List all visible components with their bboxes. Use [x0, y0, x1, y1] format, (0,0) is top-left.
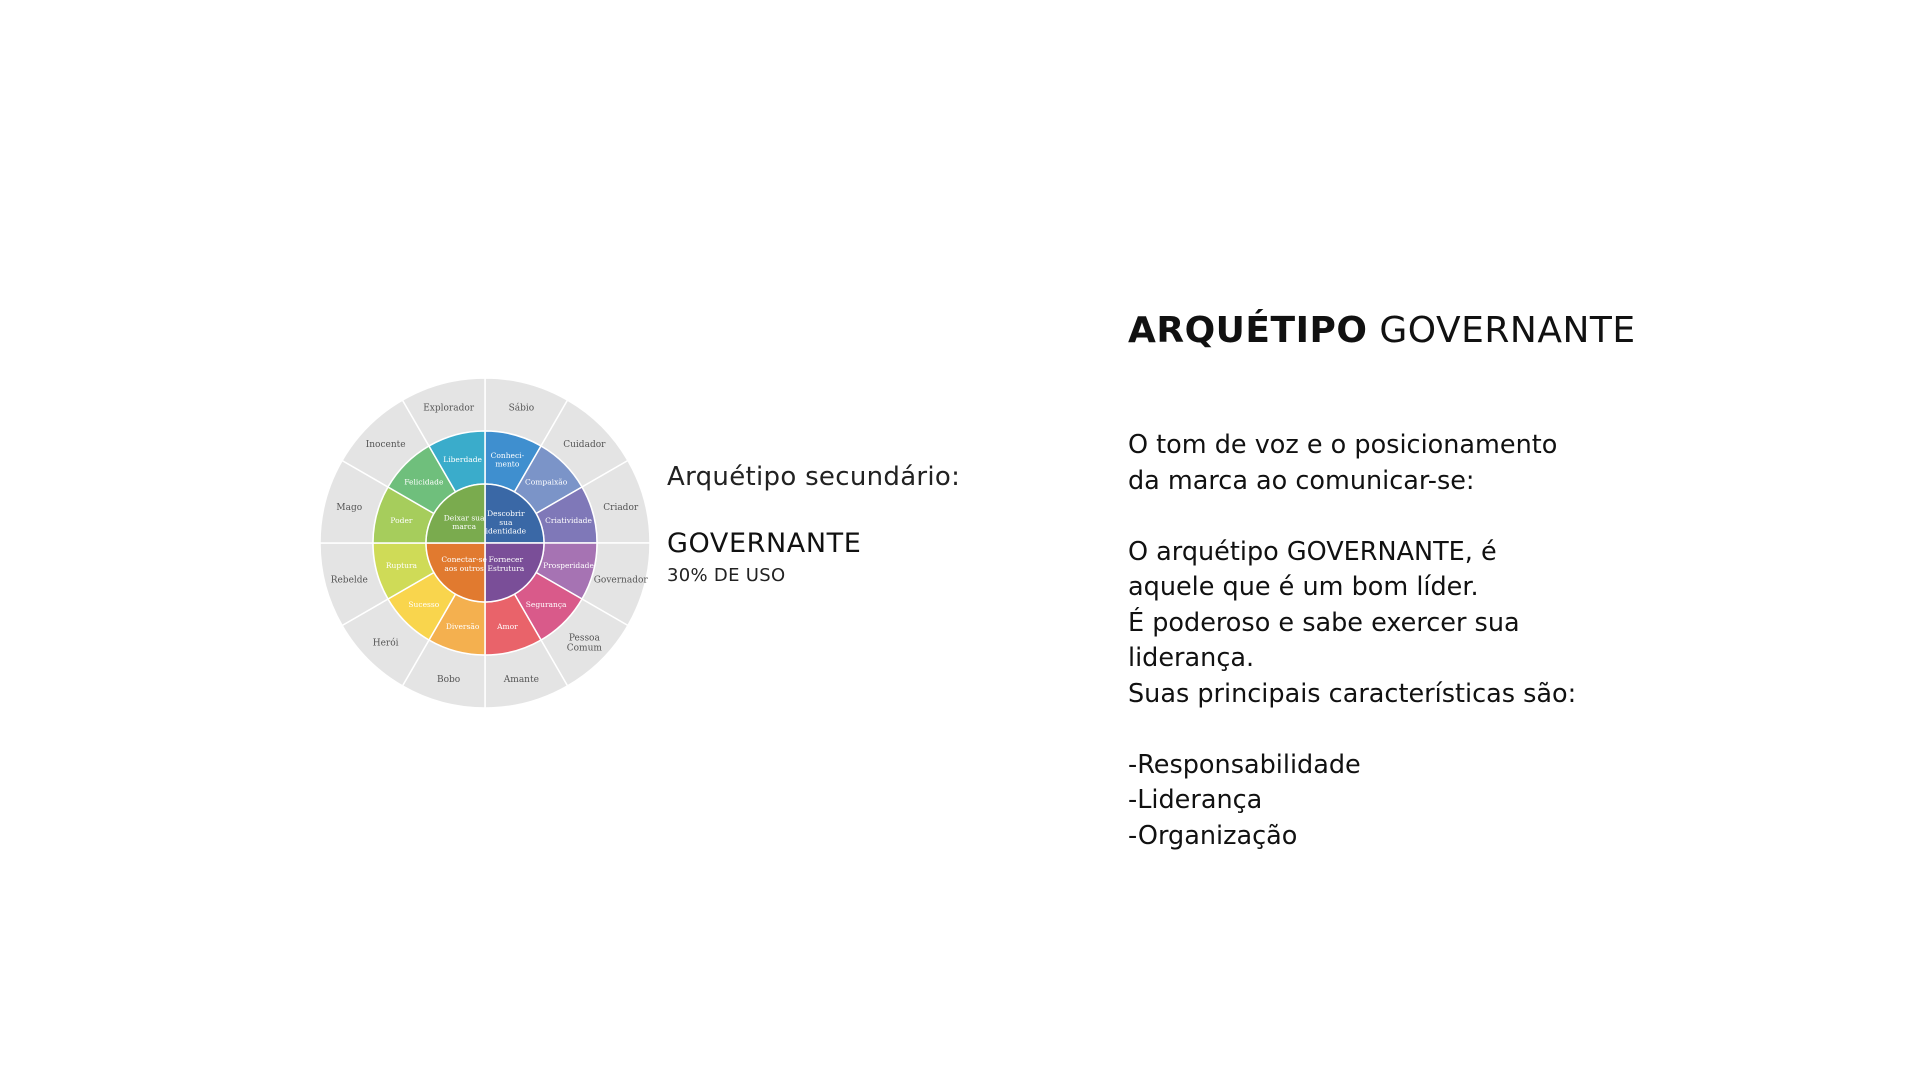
outer-segment-label: Criador — [603, 502, 639, 513]
archetype-wheel-svg — [320, 378, 650, 708]
outer-segment-label: Explorador — [423, 403, 475, 414]
page-title-bold: ARQUÉTIPO — [1128, 310, 1368, 351]
outer-segment-label: Amante — [503, 674, 539, 685]
middle-segment-label: Prosperidade — [543, 561, 594, 571]
middle-segment-label: Diversão — [445, 622, 480, 632]
outer-segment-label: Inocente — [365, 439, 406, 450]
inner-segment-label: Descobrir sua identidade — [485, 509, 527, 536]
middle-segment-label: Ruptura — [385, 561, 418, 571]
middle-segment-label: Criatividade — [545, 516, 592, 526]
outer-segment-label: Sábio — [508, 403, 535, 414]
inner-segment-label: Deixar sua marca — [443, 513, 485, 532]
trait-item: -Responsabilidade — [1128, 749, 1361, 780]
secondary-archetype-name: GOVERNANTE — [667, 528, 862, 559]
description-body-line: aquele que é um bom líder. — [1128, 572, 1479, 602]
outer-segment-label: Mago — [336, 502, 363, 513]
inner-segment-label: Fornecer Estrutura — [487, 555, 525, 573]
trait-item: -Organização — [1128, 820, 1298, 851]
middle-segment-label: Sucesso — [408, 599, 440, 609]
outer-segment-label: Herói — [372, 638, 399, 649]
description-body-line: Suas principais características são: — [1128, 678, 1577, 709]
middle-segment-label: Felicidade — [404, 477, 444, 487]
secondary-archetype-label: Arquétipo secundário: — [667, 462, 961, 492]
outer-segment-label: Cuidador — [563, 439, 606, 450]
description — [1128, 428, 1576, 854]
middle-segment-label: Amor — [497, 622, 518, 632]
middle-segment-label: Conheci-mento — [490, 450, 525, 469]
trait-item: -Liderança — [1128, 785, 1263, 815]
middle-segment-label: Segurança — [525, 599, 567, 609]
description-body-line: O arquétipo GOVERNANTE, é — [1128, 536, 1497, 567]
description-body-line: liderança. — [1128, 643, 1255, 673]
description-intro-line: da marca ao comunicar-se: — [1128, 465, 1475, 496]
page-title — [1128, 310, 1636, 351]
outer-segment-label: Rebelde — [330, 575, 368, 586]
inner-segment-label: Conectar-se aos outros — [441, 555, 487, 573]
middle-segment-label: Liberdade — [443, 455, 482, 465]
middle-segment-label: Poder — [390, 516, 413, 526]
outer-segment-label: Pessoa Comum — [566, 633, 602, 654]
description-body-line: É poderoso e sabe exercer sua — [1128, 607, 1520, 638]
page-title-regular: GOVERNANTE — [1367, 310, 1636, 351]
secondary-archetype — [667, 462, 960, 586]
middle-segment-label: Compaixão — [525, 477, 568, 487]
description-intro-line: O tom de voz e o posicionamento — [1128, 430, 1558, 460]
outer-segment-label: Governador — [593, 575, 648, 586]
secondary-archetype-usage: 30% DE USO — [667, 565, 786, 586]
archetype-wheel — [320, 378, 650, 708]
outer-segment-label: Bobo — [437, 674, 461, 685]
